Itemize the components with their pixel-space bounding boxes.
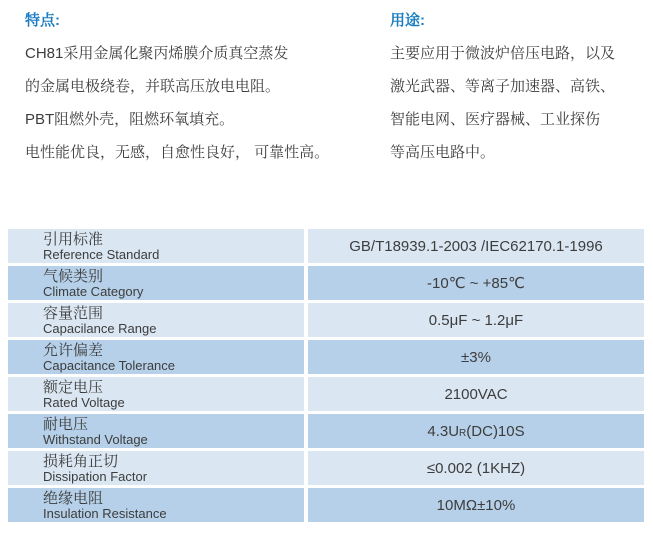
spec-label-en: Reference Standard	[43, 246, 160, 262]
spec-label-en: Insulation Resistance	[43, 505, 167, 521]
features-line-1: CH81采用金属化聚丙烯膜介质真空蒸发	[25, 45, 289, 62]
features-line-4: 电性能优良，无感，自愈性良好， 可靠性高。	[25, 144, 330, 161]
spec-value: GB/T18939.1-2003 /IEC62170.1-1996	[308, 229, 644, 263]
table-row	[8, 451, 644, 485]
spec-label-zh: 气候类别	[43, 267, 104, 285]
spec-value: 10MΩ±10%	[308, 488, 644, 522]
spec-label-zh: 容量范围	[43, 304, 104, 322]
spec-label-zh: 耐电压	[43, 415, 89, 433]
spec-value: 2100VAC	[308, 377, 644, 411]
spec-value: -10℃ ~ +85℃	[308, 266, 644, 300]
spec-table	[8, 229, 644, 525]
features-line-3: PBT阻燃外壳，阻燃环氧填充。	[25, 111, 235, 128]
spec-label-cell	[8, 340, 304, 374]
spec-label-zh: 绝缘电阻	[43, 489, 104, 507]
spec-label-zh: 损耗角正切	[43, 452, 119, 470]
applications-title: 用途:	[390, 12, 425, 29]
spec-label-cell	[8, 266, 304, 300]
spec-value: 0.5μF ~ 1.2μF	[308, 303, 644, 337]
table-row	[8, 377, 644, 411]
spec-label-zh: 引用标准	[43, 230, 104, 248]
features-line-2: 的金属电极绕卷，并联高压放电电阻。	[25, 78, 281, 95]
applications-section	[390, 12, 640, 161]
applications-line-4: 等高压电路中。	[390, 144, 496, 161]
table-row	[8, 340, 644, 374]
applications-line-3: 智能电网、医疗器械、工业探伤	[390, 111, 601, 128]
spec-label-zh: 额定电压	[43, 378, 104, 396]
table-row	[8, 303, 644, 337]
spec-value-subscript: R	[459, 427, 467, 439]
spec-value-segment: 4.3U	[427, 422, 460, 440]
spec-label-en: Capacitance Tolerance	[43, 357, 176, 373]
spec-value-segment: (DC)10S	[466, 422, 525, 440]
spec-label-en: Withstand Voltage	[43, 431, 148, 447]
spec-label-cell	[8, 488, 304, 522]
spec-label-en: Rated Voltage	[43, 394, 125, 410]
spec-label-cell	[8, 451, 304, 485]
table-row	[8, 266, 644, 300]
features-section	[25, 12, 375, 161]
spec-label-en: Capacilance Range	[43, 320, 157, 336]
spec-value: ≤0.002 (1KHZ)	[308, 451, 644, 485]
spec-label-zh: 允许偏差	[43, 341, 104, 359]
spec-value: ±3%	[308, 340, 644, 374]
table-row	[8, 229, 644, 263]
applications-line-1: 主要应用于微波炉倍压电路，以及	[390, 45, 616, 62]
features-title: 特点:	[25, 12, 60, 29]
applications-line-2: 激光武器、等离子加速器、高铁、	[390, 78, 616, 95]
spec-label-cell	[8, 414, 304, 448]
spec-label-en: Climate Category	[43, 283, 144, 299]
spec-value	[308, 414, 644, 448]
table-row	[8, 488, 644, 522]
table-row	[8, 414, 644, 448]
spec-label-cell	[8, 377, 304, 411]
spec-label-cell	[8, 303, 304, 337]
spec-label-cell	[8, 229, 304, 263]
spec-label-en: Dissipation Factor	[43, 468, 148, 484]
